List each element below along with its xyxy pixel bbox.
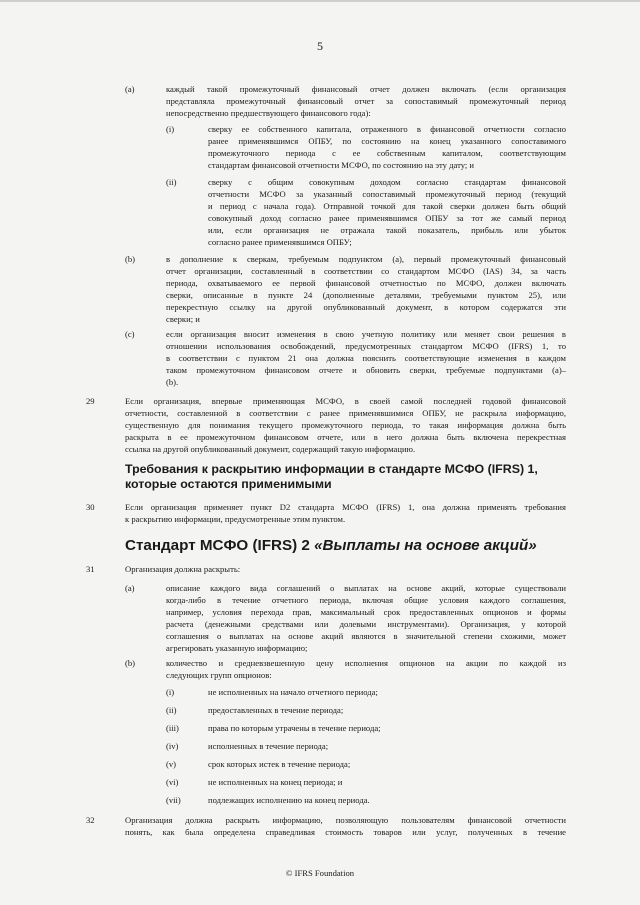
heading-ifrs2-title: «Выплаты на основе акций» [314,537,537,554]
item-a-ii-label: (ii) [166,177,177,187]
group-item: исполненных в течение периода; [208,741,329,751]
group-item: предоставленных в течение периода; [208,705,344,715]
group-item: права по которым утрачены в течение периода; [208,723,381,733]
para-31-intro: Организация должна раскрыть: [125,564,241,574]
page-number: 5 [317,39,323,53]
item-a-text: каждый такой промежуточный финансовый отчет должен включать (если организация представляла промежуточный финансовый отчет за сопоставимый промежуточный период непосредственно предшествующего финансового года): [166,84,566,119]
para-32-number: 32 [86,815,95,825]
group-label: (ii) [166,705,177,715]
top-edge-line [0,0,640,2]
para-30-text: Если организация применяет пункт D2 стандарта МСФО (IFRS) 1, она должна применять требования к раскрытию информации, предусмотренные этим пунктом. [125,502,566,525]
group-label: (i) [166,687,175,697]
item-a-i-text: сверку ее собственного капитала, отраженного в финансовой отчетности согласно ранее применявшимся ОПБУ, по состоянию на конец указанного сопоставимого промежуточного периода с ее собственным капиталом, соответствующим стандартам финансовой отчетности МСФО, по состоянию на эту дату; и [208,124,566,171]
item-c-label: (c) [125,329,135,339]
para-29-number: 29 [86,396,95,406]
item-a-label: (a) [125,84,135,94]
para-31-a-label: (a) [125,583,135,593]
group-item: срок которых истек в течение периода; [208,759,351,769]
group-label: (vii) [166,795,181,805]
group-label: (v) [166,759,177,769]
heading-ifrs2-prefix: Стандарт МСФО (IFRS) 2 [125,537,315,554]
group-item: не исполненных на начало отчетного периода; [208,687,378,697]
item-b-text: в дополнение к сверкам, требуемым подпунктом (a), первый промежуточный финансовый отчет организации, составленный в соответствии со стандартом МСФО (IAS) 34, за часть периода, охватываемого ее первой финансовой отчетностью по МСФО, должен включать сверки, описанные в пункте 24 (дополненные деталями, требуемыми пунктом 25), или перекрестную ссылку на другой опубликованный документ, в котором содержатся эти сверки; и [166,254,566,325]
group-item: не исполненных на конец периода; и [208,777,343,787]
item-a-ii-text: сверку с общим совокупным доходом согласно стандартам финансовой отчетности МСФО за указанный сопоставимый промежуточный период (текущий и период с начала года). Отправной точкой для такой сверки должен быть общий совокупный доход согласно ранее применявшимся ОПБУ за тот же самый период или, если организация не отражала такой показатель, прибыль или убыток согласно ранее применявшимся ОПБУ; [208,177,566,248]
group-item: подлежащих исполнению на конец периода. [208,795,370,805]
item-c-text: если организация вносит изменения в свою учетную политику или меняет свои решения в отношении использования освобождений, предусмотренных стандартом МСФО (IFRS) 1, то в соответствии с пунктом 21 она должна пояснить соответствующие изменения в каждом таком промежуточном финансовом отчете и обновить сверки, требуемые подпунктами (a)– (b). [166,329,566,388]
footer-copyright: © IFRS Foundation [285,868,355,878]
section-heading-ifrs1: Требования к раскрытию информации в стандарте МСФО (IFRS) 1, которые остаются применимыми [125,462,538,491]
section-heading-ifrs2 [125,537,537,555]
item-b-label: (b) [125,254,136,264]
para-31-a-text: описание каждого вида соглашений о выплатах на основе акций, которые существовали когда-либо в течение отчетного периода, включая общие условия каждого соглашения, например, условия перехода прав, максимальный срок предоставленных опционов и формы расчета (денежными средствами или долевыми инструментами). Организация, у которой соглашения о выплатах на основе акций являются в значительной степени схожими, может агрегировать указанную информацию; [166,583,566,654]
group-label: (iv) [166,741,179,751]
item-a-i-label: (i) [166,124,175,134]
para-31-b-text: количество и средневзвешенную цену исполнения опционов на акции по каждой из следующих групп опционов: [166,658,566,681]
group-label: (vi) [166,777,179,787]
para-30-number: 30 [86,502,95,512]
para-31-b-label: (b) [125,658,136,668]
para-31-number: 31 [86,564,95,574]
para-29-text: Если организация, впервые применяющая МСФО, в своей самой последней годовой финансовой отчетности, составленной в соответствии с ранее применявшимися ОПБУ, не раскрыла информацию, существенную для понимания текущего промежуточного периода, то такая информация должна быть раскрыта в ее промежуточном финансовом отчете, или в него должна быть включена перекрестная ссылка на другой опубликованный документ, содержащий такую информацию. [125,396,566,455]
group-label: (iii) [166,723,179,733]
para-32-text: Организация должна раскрыть информацию, позволяющую пользователям финансовой отчетности понять, как была определена справедливая стоимость товаров или услуг, полученных в течение [125,815,566,838]
